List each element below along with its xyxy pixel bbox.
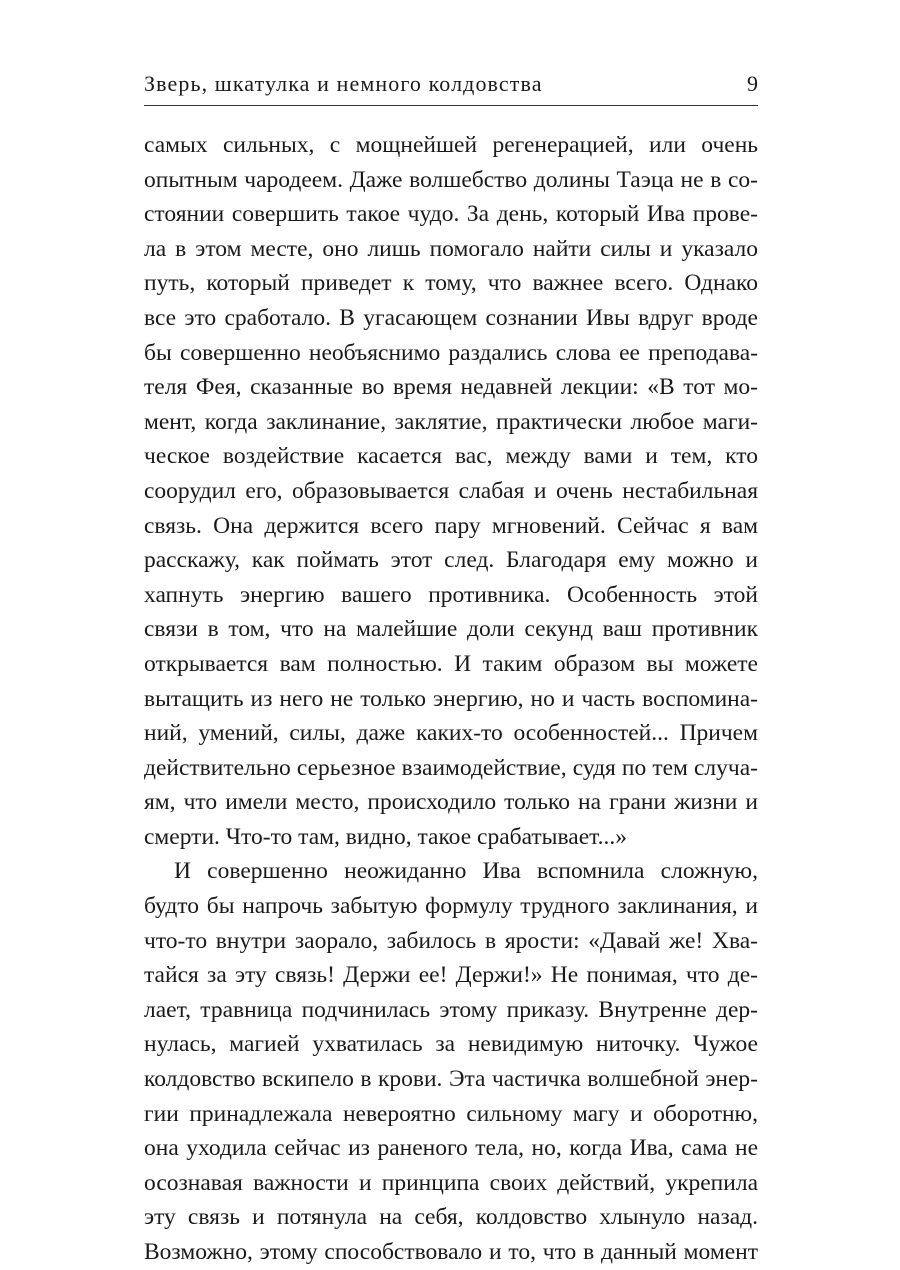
text-line: опытным чародеем. Даже волшебство долины Таэца не в со- [144, 166, 758, 193]
body-text [144, 128, 758, 1270]
text-line: лает, травница подчинилась этому приказу. Внутренне дер- [144, 996, 758, 1023]
text-line: гии принадлежала невероятно сильному магу и оборотню, [144, 1100, 758, 1127]
text-line: ям, что имели место, происходило только на грани жизни и [144, 789, 758, 816]
text-line: ний, умений, силы, даже каких-то особенностей... Причем [144, 720, 758, 747]
text-line: мент, когда заклинание, заклятие, практически любое маги- [144, 408, 758, 435]
running-header [144, 66, 758, 102]
text-line: что-то внутри заорало, забилось в ярости: «Давай же! Хва- [144, 927, 758, 954]
page-number: 9 [747, 71, 758, 96]
text-line: Возможно, этому способствовало и то, что в данный момент [144, 1239, 758, 1265]
text-line: связь. Она держится всего пару мгновений. Сейчас я вам [144, 512, 758, 539]
text-line: колдовство вскипело в крови. Эта частичка волшебной энер- [144, 1066, 758, 1093]
header-title: Зверь, шкатулка и немного колдовства [144, 71, 543, 96]
text-line: самых сильных, с мощнейшей регенерацией, или очень [144, 132, 758, 158]
text-line: тайся за эту связь! Держи ее! Держи!» Не понимая, что де- [144, 962, 758, 989]
text-line: все это сработало. В угасающем сознании Ивы вдруг вроде [144, 304, 758, 331]
text-line: теля Фея, сказанные во время недавней лекции: «В тот мо- [144, 374, 758, 401]
text-line: вытащить из него не только энергию, но и часть воспомина- [144, 685, 758, 712]
text-line: связи в том, что на малейшие доли секунд ваш противник [144, 616, 758, 643]
text-line: ла в этом месте, оно лишь помогало найти силы и указало [144, 235, 758, 262]
text-line: нулась, магией ухватилась за невидимую ниточку. Чужое [144, 1031, 758, 1058]
text-line: стоянии совершить такое чудо. За день, который Ива прове- [144, 201, 758, 228]
text-line: осознавая важности и принципа своих действий, укрепила [144, 1169, 758, 1196]
header-divider [144, 105, 758, 106]
text-line: эту связь и потянула на себя, колдовство хлынуло назад. [144, 1204, 758, 1231]
text-line: открывается вам полностью. И таким образом вы можете [144, 650, 758, 677]
text-line: она уходила сейчас из раненого тела, но, когда Ива, сама не [144, 1135, 758, 1162]
text-line: бы совершенно необъяснимо раздались слова ее преподава- [144, 339, 758, 366]
text-line: расскажу, как поймать этот след. Благодаря ему можно и [144, 547, 758, 574]
paragraph-end-line: смерти. Что-то там, видно, такое срабатывает...» [144, 823, 628, 850]
text-line: хапнуть энергию вашего противника. Особенность этой [144, 581, 758, 608]
paragraph-start-line: И совершенно неожиданно Ива вспомнила сложную, [174, 858, 758, 885]
text-line: путь, который приведет к тому, что важнее всего. Однако [144, 270, 758, 297]
text-line: действительно серьезное взаимодействие, судя по тем случа- [144, 754, 758, 781]
text-line: будто бы напрочь забытую формулу трудного заклинания, и [144, 893, 758, 920]
text-line: соорудил его, образовывается слабая и очень нестабильная [144, 477, 758, 504]
text-line: ческое воздействие касается вас, между вами и тем, кто [144, 443, 758, 470]
